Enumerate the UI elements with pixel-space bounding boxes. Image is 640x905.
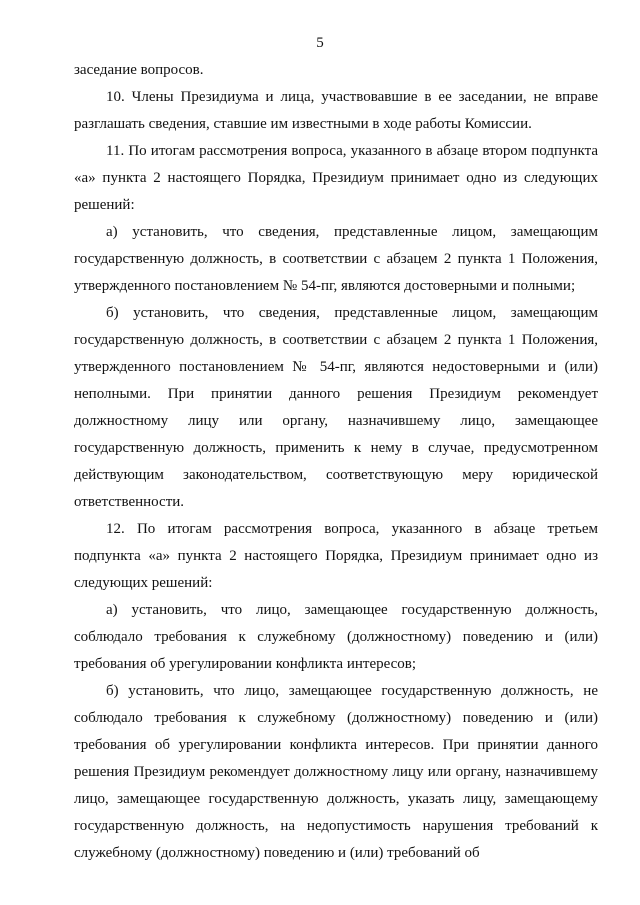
paragraph-12-a: а) установить, что лицо, замещающее государственную должность, соблюдало требования к служебному (должностному) поведению и (или) требования об урегулировании конфликта интересов; (74, 602, 598, 672)
paragraph-11-a: а) установить, что сведения, представленные лицом, замещающим государственную должность, в соответствии с абзацем 2 пункта 1 Положения, утвержденного постановлением № 54-пг, являются достоверными и полными; (74, 224, 598, 294)
document-body (74, 57, 598, 867)
paragraph-12-b: б) установить, что лицо, замещающее государственную должность, не соблюдало требования к служебному (должностному) поведению и (или) требования об урегулировании конфликта интересов. При принятии данного решения Президиум рекомендует должностному лицу или органу, назначившему лицо, замещающее государственную должность, указать лицу, замещающему государственную должность, на недопустимость нарушения требований к служебному (должностному) поведению и (или) требований об (74, 683, 598, 861)
paragraph-10: 10. Члены Президиума и лица, участвовавшие в ее заседании, не вправе разглашать сведения, ставшие им известными в ходе работы Комиссии. (74, 89, 598, 132)
paragraph-12: 12. По итогам рассмотрения вопроса, указанного в абзаце третьем подпункта «а» пункта 2 настоящего Порядка, Президиум принимает одно из следующих решений: (74, 521, 598, 591)
paragraph-11-b: б) установить, что сведения, представленные лицом, замещающим государственную должность, в соответствии с абзацем 2 пункта 1 Положения, утвержденного постановлением № 54-пг, являются недостоверными и (или) неполными. При принятии данного решения Президиум рекомендует должностному лицу или органу, назначившему лицо, замещающее государственную должность, применить к нему в случае, предусмотренном действующим законодательством, соответствующую меру юридической ответственности. (74, 305, 598, 510)
paragraph-11: 11. По итогам рассмотрения вопроса, указанного в абзаце втором подпункта «а» пункта 2 настоящего Порядка, Президиум принимает одно из следующих решений: (74, 143, 598, 213)
paragraph-continuation: заседание вопросов. (74, 62, 204, 78)
page-number: 5 (316, 35, 324, 51)
